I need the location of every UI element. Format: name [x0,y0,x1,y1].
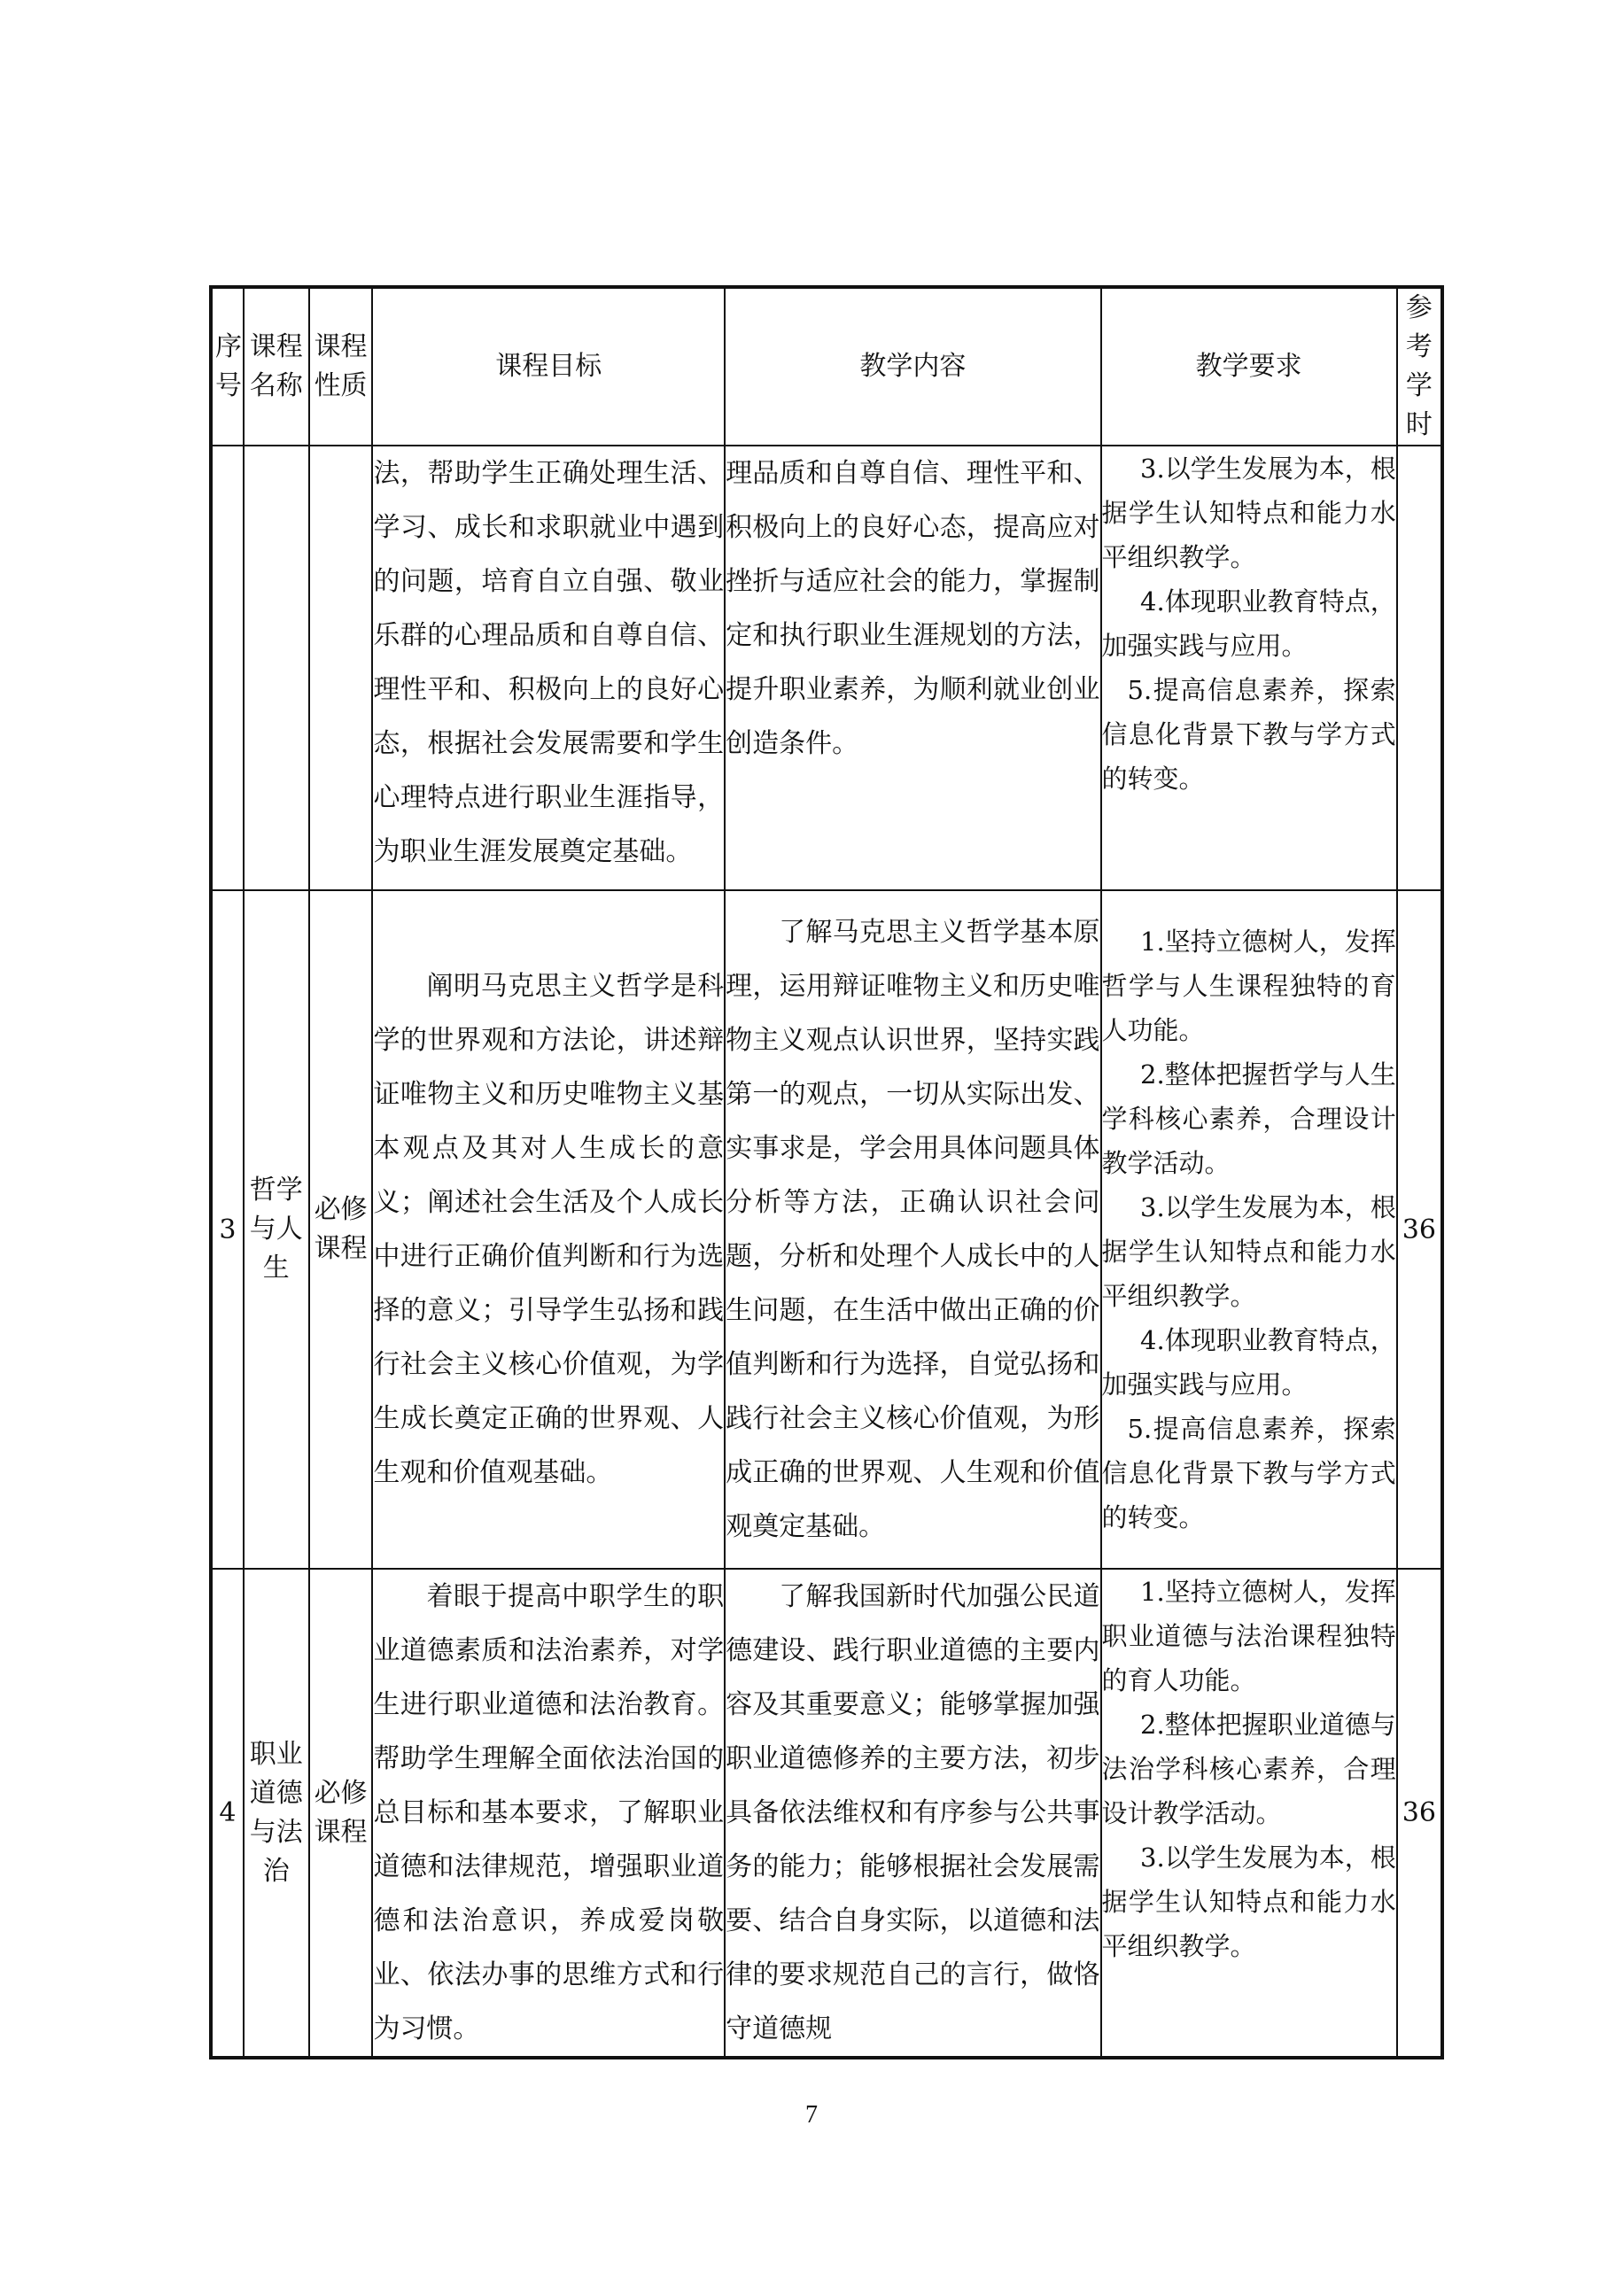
table-header-row [211,287,1442,446]
requirement-item: 4.体现职业教育特点，加强实践与应用。 [1101,1325,1396,1400]
row-objective: 阐明马克思主义哲学是科学的世界观和方法论，讲述辩证唯物主义和历史唯物主义基本观点及其对人生成长的意义；阐述社会生活及个人成长中进行正确价值判断和行为选择的意义；引导学生弘扬和践行社会主义核心价值观，为学生成长奠定正确的世界观、人生观和价值观基础。 [372,890,725,1569]
row-hours: 36 [1397,890,1442,1569]
requirement-item: 5.提高信息素养，探索信息化背景下教与学方式的转变。 [1101,675,1396,794]
requirement-item: 3.以学生发展为本，根据学生认知特点和能力水平组织教学。 [1101,1842,1396,1961]
row-course-type: 必修课程 [309,1569,373,2058]
row-objective: 法，帮助学生正确处理生活、学习、成长和求职就业中遇到的问题，培育自立自强、敬业乐群的心理品质和自尊自信、理性平和、积极向上的良好心态，根据社会发展需要和学生心理特点进行职业生涯指导，为职业生涯发展奠定基础。 [372,446,725,890]
header-content: 教学内容 [725,287,1100,446]
row-objective: 着眼于提高中职学生的职业道德素质和法治素养，对学生进行职业道德和法治教育。帮助学生理解全面依法治国的总目标和基本要求，了解职业道德和法律规范，增强职业道德和法治意识，养成爱岗敬业、依法办事的思维方式和行为习惯。 [372,1569,725,2058]
row-content: 了解马克思主义哲学基本原理，运用辩证唯物主义和历史唯物主义观点认识世界，坚持实践第一的观点，一切从实际出发、实事求是，学会用具体问题具体分析等方法，正确认识社会问题，分析和处理个人成长中的人生问题，在生活中做出正确的价值判断和行为选择，自觉弘扬和践行社会主义核心价值观，为形成正确的世界观、人生观和价值观奠定基础。 [725,890,1100,1569]
row-seq: 4 [211,1569,244,2058]
requirement-item: 2.整体把握哲学与人生学科核心素养，合理设计教学活动。 [1101,1059,1396,1178]
requirement-item: 2.整体把握职业道德与法治学科核心素养，合理设计教学活动。 [1101,1710,1396,1828]
row-content: 理品质和自尊自信、理性平和、积极向上的良好心态，提高应对挫折与适应社会的能力，掌握制定和执行职业生涯规划的方法，提升职业素养，为顺利就业创业创造条件。 [725,446,1100,890]
header-hours: 参考学时 [1397,287,1442,446]
row-course-name: 职业道德与法治 [244,1569,309,2058]
requirement-item: 5.提高信息素养，探索信息化背景下教与学方式的转变。 [1101,1414,1396,1532]
row-content: 了解我国新时代加强公民道德建设、践行职业道德的主要内容及其重要意义；能够掌握加强职业道德修养的主要方法，初步具备依法维权和有序参与公共事务的能力；能够根据社会发展需要、结合自身实际，以道德和法律的要求规范自己的言行，做恪守道德规 [725,1569,1100,2058]
table-row [211,1569,1442,2058]
requirement-item: 1.坚持立德树人，发挥哲学与人生课程独特的育人功能。 [1101,927,1396,1045]
row-seq [211,446,244,890]
header-requirement: 教学要求 [1101,287,1397,446]
page-number: 7 [805,2101,818,2129]
row-course-name [244,446,309,890]
row-hours: 36 [1397,1569,1442,2058]
header-seq: 序号 [211,287,244,446]
table-row [211,446,1442,890]
curriculum-table [209,285,1444,2059]
header-course-name: 课程名称 [244,287,309,446]
header-objective: 课程目标 [372,287,725,446]
header-course-type: 课程性质 [309,287,373,446]
row-course-name: 哲学与人生 [244,890,309,1569]
row-requirements [1101,890,1397,1569]
requirement-item: 3.以学生发展为本，根据学生认知特点和能力水平组织教学。 [1101,1192,1396,1311]
row-seq: 3 [211,890,244,1569]
row-course-type [309,446,373,890]
requirement-item: 3.以学生发展为本，根据学生认知特点和能力水平组织教学。 [1101,454,1396,572]
row-hours [1397,446,1442,890]
row-requirements [1101,446,1397,890]
row-requirements [1101,1569,1397,2058]
requirement-item: 1.坚持立德树人，发挥职业道德与法治课程独特的育人功能。 [1101,1577,1396,1695]
requirement-item: 4.体现职业教育特点，加强实践与应用。 [1101,586,1396,661]
row-course-type: 必修课程 [309,890,373,1569]
table-row [211,890,1442,1569]
